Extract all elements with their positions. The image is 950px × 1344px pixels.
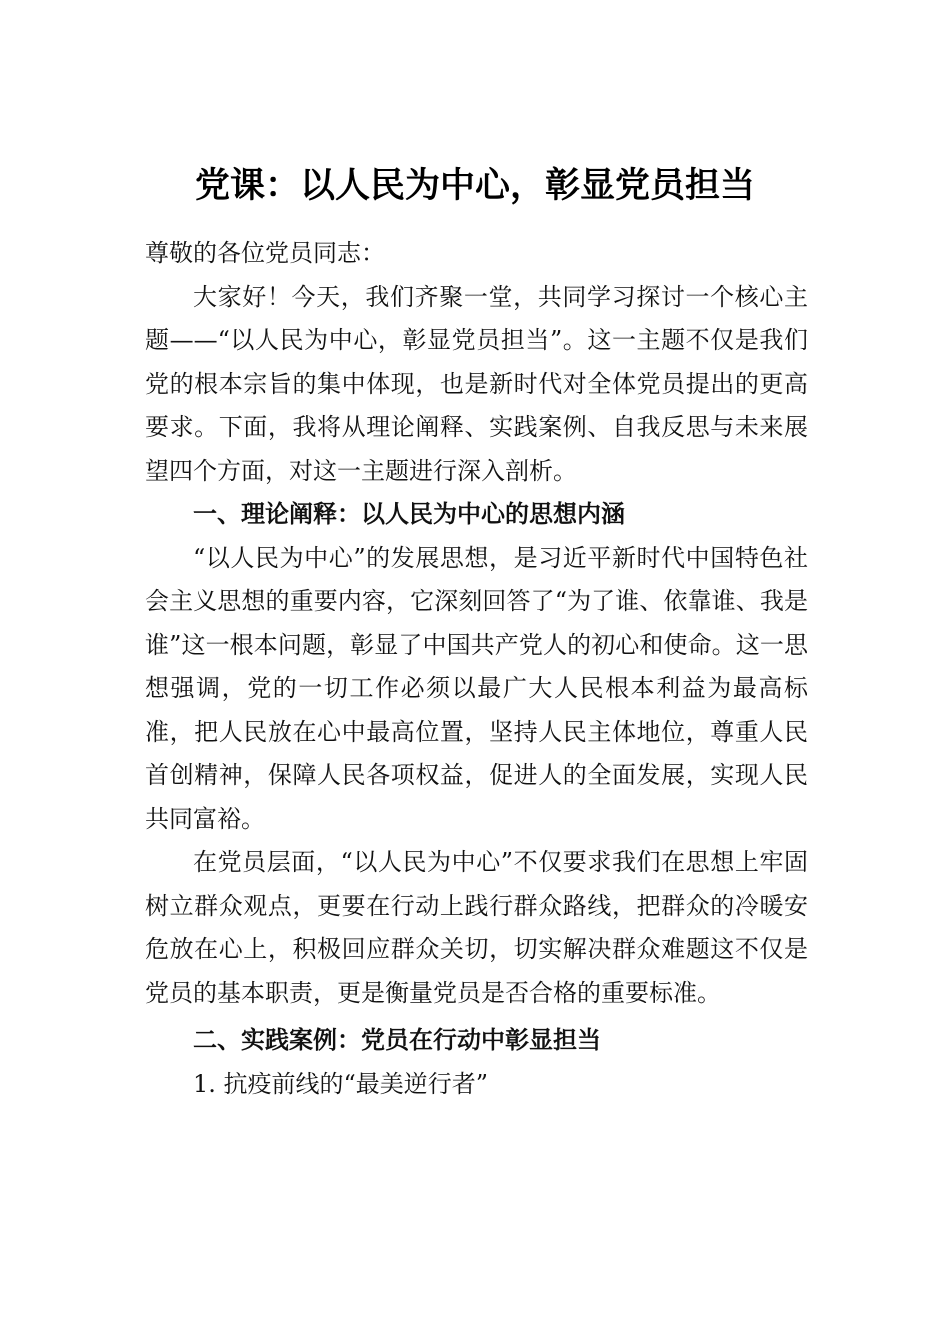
- document-title: 党课：以人民为中心，彰显党员担当: [194, 165, 755, 206]
- intro-paragraph: 大家好！今天，我们齐聚一堂，共同学习探讨一个核心主题——“以人民为中心，彰显党员担当”。这一主题不仅是我们党的根本宗旨的集中体现，也是新时代对全体党员提出的更高要求。下面，我将从理论阐释、实践案例、自我反思与未来展望四个方面，对这一主题进行深入剖析。: [145, 282, 808, 485]
- subsection-heading-1: 1. 抗疫前线的“最美逆行者”: [193, 1069, 489, 1098]
- section1-paragraph-1: “以人民为中心”的发展思想，是习近平新时代中国特色社会主义思想的重要内容，它深刻回答了“为了谁、依靠谁、我是谁”这一根本问题，彰显了中国共产党人的初心和使命。这一思想强调，党的一切工作必须以最广大人民根本利益为最高标准，把人民放在心中最高位置，坚持人民主体地位，尊重人民首创精神，保障人民各项权益，促进人的全面发展，实现人民共同富裕。: [145, 543, 808, 833]
- salutation: 尊敬的各位党员同志：: [145, 239, 385, 267]
- document-body: [145, 232, 808, 1106]
- section1-paragraph-2: 在党员层面，“以人民为中心”不仅要求我们在思想上牢固树立群众观点，更要在行动上践行群众路线，把群众的冷暖安危放在心上，积极回应群众关切，切实解决群众难题这不仅是党员的基本职责，更是衡量党员是否合格的重要标准。: [145, 848, 808, 1007]
- section-heading-1: 一、理论阐释：以人民为中心的思想内涵: [193, 500, 625, 528]
- section-heading-2: 二、实践案例：党员在行动中彰显担当: [193, 1026, 601, 1054]
